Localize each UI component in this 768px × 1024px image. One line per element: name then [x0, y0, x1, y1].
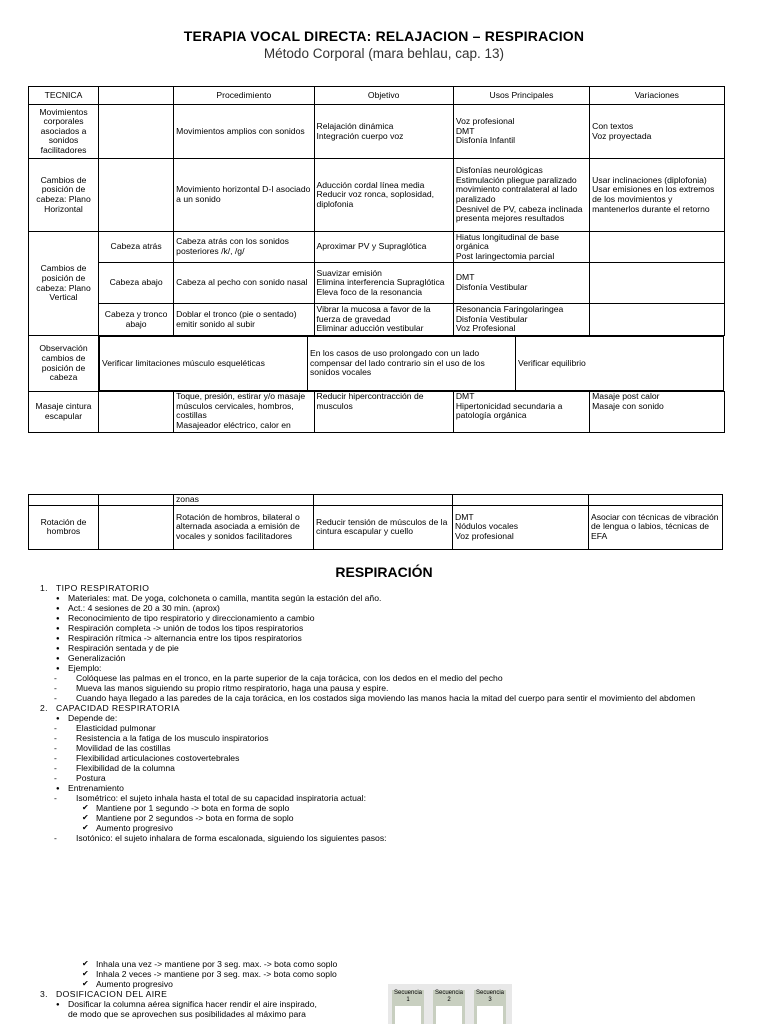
section-number: 3. [40, 989, 48, 999]
section-heading-text: CAPACIDAD RESPIRATORIA [56, 703, 180, 713]
sub-cell: Cabeza atrás [99, 232, 174, 263]
section-heading-text: TIPO RESPIRATORIO [56, 583, 150, 593]
usos-line: Disfonía Vestibular [455, 313, 528, 324]
procedimiento-cell: Cabeza atrás con los sonidos posteriores /k/, /g/ [174, 232, 314, 263]
procedimiento-cell [174, 392, 314, 433]
therapy-table-continued [28, 494, 723, 550]
list-item [68, 999, 388, 1019]
sequence-box [474, 990, 506, 1024]
objetivo-cell [314, 159, 453, 232]
objetivo-line: Integración cuerpo voz [316, 130, 404, 141]
sequence-figure [388, 984, 512, 1024]
sequence-panel [477, 1006, 503, 1024]
empty-cell [99, 159, 174, 232]
sequence-panel [395, 1006, 421, 1024]
objetivo-cell: Reducir hipercontracción de musculos [314, 392, 453, 433]
section-number: 1. [40, 583, 48, 593]
list-item: - Movilidad de las costillas [76, 743, 740, 753]
section-heading-text: DOSIFICACION DEL AIRE [56, 989, 168, 999]
variaciones-line: Usar emisiones en los extremos de los movimientos y mantenerlos durante el retorno [592, 184, 715, 214]
usos-line: Voz profesional [455, 530, 514, 541]
objetivo-cell: Reducir tensión de músculos de la cintura escapular y cuello [314, 505, 453, 549]
objetivo-line: Eliminar aducción vestibular [316, 323, 424, 334]
usos-cell [453, 105, 589, 159]
check-item: ✔ Aumento progresivo [96, 979, 740, 989]
tecnica-cell: Rotación de hombros [29, 505, 99, 549]
objetivo-cell [314, 304, 453, 336]
list-item: ● Respiración completa -> unión de todos los tipos respiratorios [68, 623, 740, 633]
objetivo-line: Eleva foco de la resonancia [316, 286, 423, 297]
list-item-line: de modo que se aprovechen sus posibilidades al máximo para [68, 1009, 306, 1019]
list-item-line: ● Dosificar la columna aérea significa hacer rendir el aire inspirado, [68, 999, 317, 1009]
usos-cell [453, 392, 589, 433]
list-item: - Postura [76, 773, 740, 783]
variaciones-line: Con textos [592, 120, 634, 131]
header-usos: Usos Principales [453, 87, 589, 105]
check-item: ✔ Inhala una vez -> mantiene por 3 seg. max. -> bota como soplo [96, 959, 740, 969]
table-row [29, 159, 725, 232]
table-row [29, 232, 725, 263]
list-item: ● Reconocimiento de tipo respiratorio y direccionamiento a cambio [68, 613, 740, 623]
sequence-label: Secuencia 2 [434, 990, 464, 1003]
objetivo-cell [314, 105, 453, 159]
table-row [29, 505, 723, 549]
empty-cell [99, 392, 174, 433]
variaciones-cell [590, 232, 724, 263]
usos-line: Disfonía Infantil [455, 135, 516, 146]
sub-cell: Cabeza y tronco abajo [99, 304, 174, 336]
variaciones-line: Voz proyectada [592, 130, 652, 141]
list-item: ● Act.: 4 sesiones de 20 a 30 min. (aprox) [68, 603, 740, 613]
table-header-row [29, 87, 725, 105]
therapy-table [28, 86, 725, 433]
table-row [29, 263, 725, 304]
usos-line: DMT [455, 272, 475, 283]
procedimiento-line: Toque, presión, estirar y/o masaje músculos cervicales, hombros, costillas [176, 391, 306, 421]
usos-cell: Verificar equilibrio [516, 337, 724, 391]
usos-line: Disfonías neurológicas [455, 165, 543, 176]
variaciones-cell [590, 105, 724, 159]
usos-cell [453, 263, 589, 304]
usos-line: Hiatus longitudinal de base orgánica [455, 231, 560, 252]
usos-cell [453, 505, 589, 549]
variaciones-cell [590, 304, 724, 336]
sequence-label: Secuencia 3 [475, 990, 505, 1003]
variaciones-line: Masaje post calor [592, 391, 660, 401]
respiracion-body [40, 583, 740, 843]
header-procedimiento: Procedimiento [174, 87, 314, 105]
observacion-row-container [99, 336, 725, 392]
header-tecnica: TECNICA [29, 87, 99, 105]
objetivo-cell: Aproximar PV y Supraglótica [314, 232, 453, 263]
usos-line: Hipertonicidad secundaria a patología orgánica [455, 400, 563, 421]
procedimiento-cell: Movimientos amplios con sonidos [174, 105, 314, 159]
objetivo-line: Reducir voz ronca, soplosidad, diplofonia [316, 189, 435, 209]
variaciones-line: Masaje con sonido [592, 400, 664, 411]
usos-line: Voz Profesional [455, 323, 516, 334]
usos-line: DMT [455, 125, 475, 136]
variaciones-line: Usar inclinaciones (diplofonia) [592, 174, 707, 185]
header-variaciones: Variaciones [590, 87, 724, 105]
usos-line: DMT [455, 391, 475, 401]
objetivo-line: Vibrar la mucosa a favor de la fuerza de gravedad [316, 304, 431, 324]
usos-line: Resonancia Faringolaringea [455, 304, 564, 315]
check-item: ✔ Mantiene por 1 segundo -> bota en forma de soplo [96, 803, 740, 813]
procedimiento-cell: Doblar el tronco (pie o sentado) emitir sonido al subir [174, 304, 314, 336]
list-item: - Colóquese las palmas en el tronco, en la parte superior de la caja torácica, con los dedos en el medio del pecho [76, 673, 740, 683]
variaciones-cell [590, 392, 724, 433]
check-item: ✔ Inhala 2 veces -> mantiene por 3 seg. max. -> bota como soplo [96, 969, 740, 979]
procedimiento-cell: Cabeza al pecho con sonido nasal [174, 263, 314, 304]
objetivo-cell [314, 263, 453, 304]
objetivo-line: Relajación dinámica [316, 120, 394, 131]
table-row [29, 336, 725, 392]
objetivo-cell: En los casos de uso prolongado con un lado compensar del lado contrario sin el uso de los sonidos vocales [308, 337, 516, 391]
procedimiento-cell: Rotación de hombros, bilateral o alternada asociada a emisión de vocales y sonidos facilitadores [174, 505, 314, 549]
usos-cell [453, 159, 589, 232]
list-item: - Isotónico: el sujeto inhalara de forma escalonada, siguiendo los siguientes pasos: [76, 833, 740, 843]
list-item: ● Respiración rítmica -> alternancia entre los tipos respiratorios [68, 633, 740, 643]
usos-line: DMT [455, 511, 474, 522]
sequence-label: Secuencia 1 [393, 990, 423, 1003]
list-item: ● Ejemplo: [68, 663, 740, 673]
procedimiento-cell: Verificar limitaciones músculo esqueléticas [100, 337, 308, 391]
usos-line: Disfonía Vestibular [455, 282, 528, 292]
observacion-inner-table [99, 336, 724, 391]
list-item: - Cuando haya llegado a las paredes de la caja torácica, en los costados siga moviendo las manos hacia la mitad del cuerpo para sentir el movimiento del abdomen [76, 693, 740, 703]
list-item: - Resistencia a la fatiga de los musculo inspiratorios [76, 733, 740, 743]
list-item: ● Entrenamiento [68, 783, 740, 793]
empty-cell [589, 495, 723, 506]
list-item: ● Depende de: [68, 713, 740, 723]
variaciones-cell [590, 263, 724, 304]
usos-cell [453, 232, 589, 263]
list-item: - Flexibilidad articulaciones costovertebrales [76, 753, 740, 763]
list-item: - Elasticidad pulmonar [76, 723, 740, 733]
procedimiento-line: Masajeador eléctrico, calor en [176, 419, 291, 430]
section-capacidad-respiratoria [40, 703, 740, 843]
section-tipo-respiratorio [40, 583, 740, 703]
list-item: ● Respiración sentada y de pie [68, 643, 740, 653]
empty-cell [314, 495, 453, 506]
empty-cell [29, 495, 99, 506]
objetivo-line: Suavizar emisión [316, 267, 382, 278]
header-objetivo: Objetivo [314, 87, 453, 105]
usos-line: Nódulos vocales [455, 521, 519, 532]
sub-cell: Cabeza abajo [99, 263, 174, 304]
tecnica-cell: Cambios de posición de cabeza: Plano Vertical [29, 232, 99, 336]
section-heading [40, 583, 740, 593]
tecnica-cell: Masaje cintura escapular [29, 392, 99, 433]
list-item: ● Materiales: mat. De yoga, colchoneta o camilla, mantita según la estación del año. [68, 593, 740, 603]
empty-cell [99, 505, 174, 549]
variaciones-cell [590, 159, 724, 232]
usos-cell [453, 304, 589, 336]
variaciones-cell: Asociar con técnicas de vibración de lengua o labios, técnicas de EFA [589, 505, 723, 549]
empty-cell [99, 495, 174, 506]
table-row [29, 304, 725, 336]
usos-line: Estimulación pliegue paralizado movimiento contralateral al lado paralizado [455, 174, 578, 204]
usos-line: Post laringectomia parcial [455, 250, 555, 261]
tecnica-cell: Cambios de posición de cabeza: Plano Horizontal [29, 159, 99, 232]
sequence-box [392, 990, 424, 1024]
section-number: 2. [40, 703, 48, 713]
respiracion-title: RESPIRACIÓN [335, 564, 433, 580]
list-item: - Flexibilidad de la columna [76, 763, 740, 773]
procedimiento-cell: zonas [174, 495, 314, 506]
check-item: ✔ Aumento progresivo [96, 823, 740, 833]
list-item: ● Generalización [68, 653, 740, 663]
usos-line: Desnivel de PV, cabeza inclinada presenta mejores resultados [455, 203, 583, 224]
check-item: ✔ Mantiene por 2 segundos -> bota en forma de soplo [96, 813, 740, 823]
section-heading [40, 703, 740, 713]
tecnica-cell: Movimientos corporales asociados a sonidos facilitadores [29, 105, 99, 159]
sequence-panel [436, 1006, 462, 1024]
table-row [29, 105, 725, 159]
usos-line: Voz profesional [455, 116, 515, 127]
sequence-box [433, 990, 465, 1024]
document-title: TERAPIA VOCAL DIRECTA: RELAJACION – RESPIRACION [183, 28, 585, 44]
objetivo-line: Elimina interferencia Supraglótica [316, 277, 445, 288]
empty-cell [99, 105, 174, 159]
document-subtitle: Método Corporal (mara behlau, cap. 13) [263, 46, 505, 61]
list-item: - Isométrico: el sujeto inhala hasta el total de su capacidad inspiratoria actual: [76, 793, 740, 803]
tecnica-cell: Observación cambios de posición de cabeza [29, 336, 99, 392]
list-item: - Mueva las manos siguiendo su propio ritmo respiratorio, haga una pausa y espire. [76, 683, 740, 693]
objetivo-line: Aducción cordal línea media [316, 179, 425, 190]
table-row [29, 392, 725, 433]
header-sub [99, 87, 174, 105]
table-row [29, 495, 723, 506]
empty-cell [453, 495, 589, 506]
procedimiento-cell: Movimiento horizontal D-I asociado a un sonido [174, 159, 314, 232]
